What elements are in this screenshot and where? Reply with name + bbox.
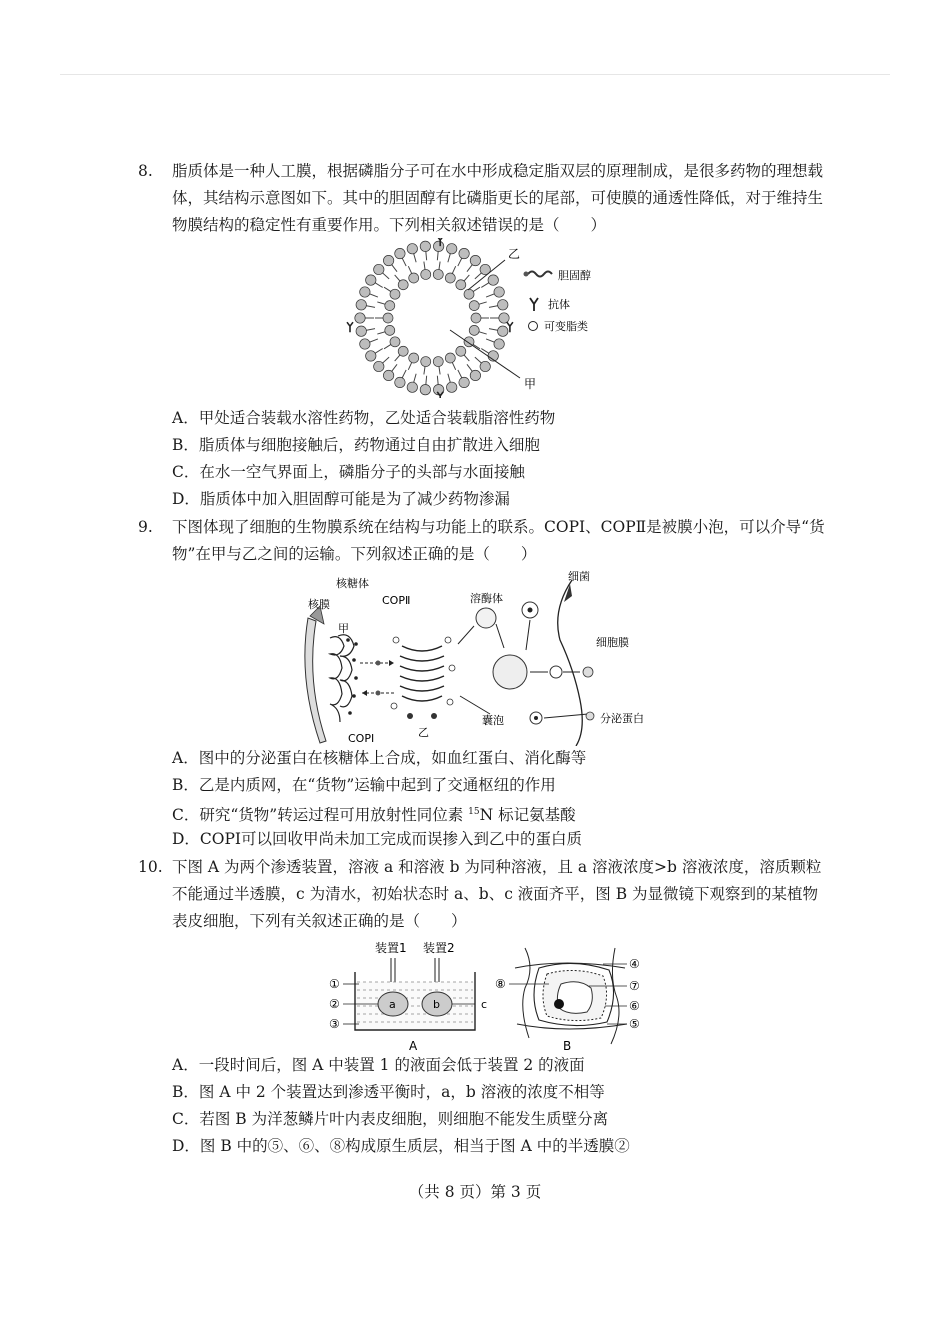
- label-n1: ①: [329, 977, 340, 991]
- label-cell-membrane: 细胞膜: [596, 636, 629, 649]
- label-bacterium: 细菌: [568, 570, 590, 583]
- antibody-icon: [530, 298, 538, 311]
- nucleus: [554, 999, 564, 1009]
- q8-option-b: B．脂质体与细胞接触后，药物通过自由扩散进入细胞: [172, 436, 540, 454]
- caption-b: B: [563, 1039, 572, 1053]
- phagolysosome: [493, 655, 527, 689]
- golgi-vesicles: [391, 637, 455, 709]
- q9-option-c: C．研究“货物”转运过程可用放射性同位素 $^{15}$N 标记氨基酸: [172, 806, 576, 825]
- top-divider: [60, 74, 890, 75]
- label-device1: 装置1: [375, 941, 407, 955]
- label-b: b: [433, 998, 440, 1011]
- question-number: 8.: [138, 162, 153, 180]
- label-a: a: [389, 998, 396, 1011]
- er-structure: [330, 635, 354, 722]
- copi-vesicle: [376, 691, 381, 696]
- label-n2: ②: [329, 997, 340, 1011]
- liposome-diagram: [347, 238, 513, 398]
- arrow-golgi-vesicle: [460, 696, 490, 714]
- liposome-figure: [340, 238, 630, 398]
- q10-option-b: B．图 A 中 2 个装置达到渗透平衡时，a，b 溶液的浓度不相等: [172, 1083, 605, 1101]
- legend-antibody: 抗体: [548, 298, 570, 311]
- q9-option-b: B．乙是内质网，在“货物”运输中起到了交通枢纽的作用: [172, 776, 556, 794]
- arrow-golgi-lysosome: [458, 626, 474, 644]
- question-stem: 下图体现了细胞的生物膜系统在结构与功能上的联系。COPⅠ、COPⅡ是被膜小泡，可以介导“货物”在甲与乙之间的运输。下列叙述正确的是（ ）: [172, 518, 825, 563]
- label-n6: ⑥: [629, 999, 640, 1013]
- question-8: [138, 158, 828, 239]
- label-n8: ⑧: [495, 977, 506, 991]
- q8-option-c: C．在水一空气界面上，磷脂分子的头部与水面接触: [172, 463, 525, 481]
- label-vesicle: 囊泡: [482, 714, 504, 727]
- label-copii: COPⅡ: [382, 594, 411, 607]
- q10-option-d: D．图 B 中的⑤、⑥、⑧构成原生质层，相当于图 A 中的半透膜②: [172, 1137, 630, 1155]
- caption-a: A: [409, 1039, 418, 1053]
- lysosome: [476, 608, 496, 628]
- q8-option-d: D．脂质体中加入胆固醇可能是为了减少药物渗漏: [172, 490, 510, 508]
- label-jia: 甲: [524, 377, 537, 391]
- copii-vesicle: [376, 661, 381, 666]
- variable-lipid-icon: [529, 322, 538, 331]
- question-stem: 脂质体是一种人工膜，根据磷脂分子可在水中形成稳定脂双层的原理制成，是很多药物的理想载体，其结构示意图如下。其中的胆固醇有比磷脂更长的尾部，可使膜的通透性降低，对于维持生物膜结构的稳定性有重要作用。下列相关叙述错误的是（ ）: [172, 162, 824, 234]
- nuclear-membrane: [305, 618, 326, 743]
- membrane-system-figure: [290, 568, 660, 746]
- label-ribosome: 核糖体: [336, 577, 369, 590]
- page-footer: （共 8 页）第 3 页: [408, 1183, 542, 1201]
- label-c: c: [481, 998, 488, 1011]
- golgi-apparatus: [400, 646, 444, 701]
- legend-cholesterol: 胆固醇: [558, 269, 591, 282]
- cholesterol-head-icon: [524, 272, 529, 277]
- label-device2: 装置2: [423, 941, 455, 955]
- label-n3: ③: [329, 1017, 340, 1031]
- question-number: 9.: [138, 518, 153, 536]
- osmosis-figure: [325, 938, 665, 1056]
- label-secretory-protein: 分泌蛋白: [600, 712, 644, 725]
- question-9: [138, 514, 828, 568]
- q9-option-d: D．COPⅠ可以回收甲尚未加工完成而误掺入到乙中的蛋白质: [172, 830, 583, 848]
- label-jia: 甲: [338, 622, 349, 635]
- cell-membrane: [558, 580, 583, 746]
- vacuole: [557, 982, 592, 1014]
- question-number: 10.: [138, 858, 163, 876]
- label-copi: COPⅠ: [348, 732, 375, 745]
- question-stem: 下图 A 为两个渗透装置，溶液 a 和溶液 b 为同种溶液，且 a 溶液浓度>b 溶液浓度，溶质颗粒不能通过半透膜，c 为清水，初始状态时 a、b、c 液面齐平，图 B 为显微镜下观察到的某植物表皮细胞，下列有关叙述正确的是（ ）: [172, 858, 822, 930]
- q10-option-a: A．一段时间后，图 A 中装置 1 的液面会低于装置 2 的液面: [172, 1056, 585, 1074]
- label-nuclear-membrane: 核膜: [308, 598, 330, 611]
- q9-option-a: A．图中的分泌蛋白在核糖体上合成，如血红蛋白、消化酶等: [172, 749, 587, 767]
- cholesterol-icon: [528, 272, 552, 277]
- q10-option-c: C．若图 B 为洋葱鳞片叶内表皮细胞，则细胞不能发生质壁分离: [172, 1110, 609, 1128]
- label-yi: 乙: [418, 726, 429, 739]
- label-lysosome: 溶酶体: [470, 592, 503, 605]
- label-n7: ⑦: [629, 979, 640, 993]
- question-10: [138, 854, 828, 935]
- q8-option-a: A．甲处适合装载水溶性药物，乙处适合装载脂溶性药物: [172, 409, 556, 427]
- legend-variable-lipid: 可变脂类: [544, 320, 588, 333]
- label-n4: ④: [629, 957, 640, 971]
- label-n5: ⑤: [629, 1017, 640, 1031]
- label-yi: 乙: [508, 247, 521, 261]
- isotope-mass: 15: [468, 807, 480, 817]
